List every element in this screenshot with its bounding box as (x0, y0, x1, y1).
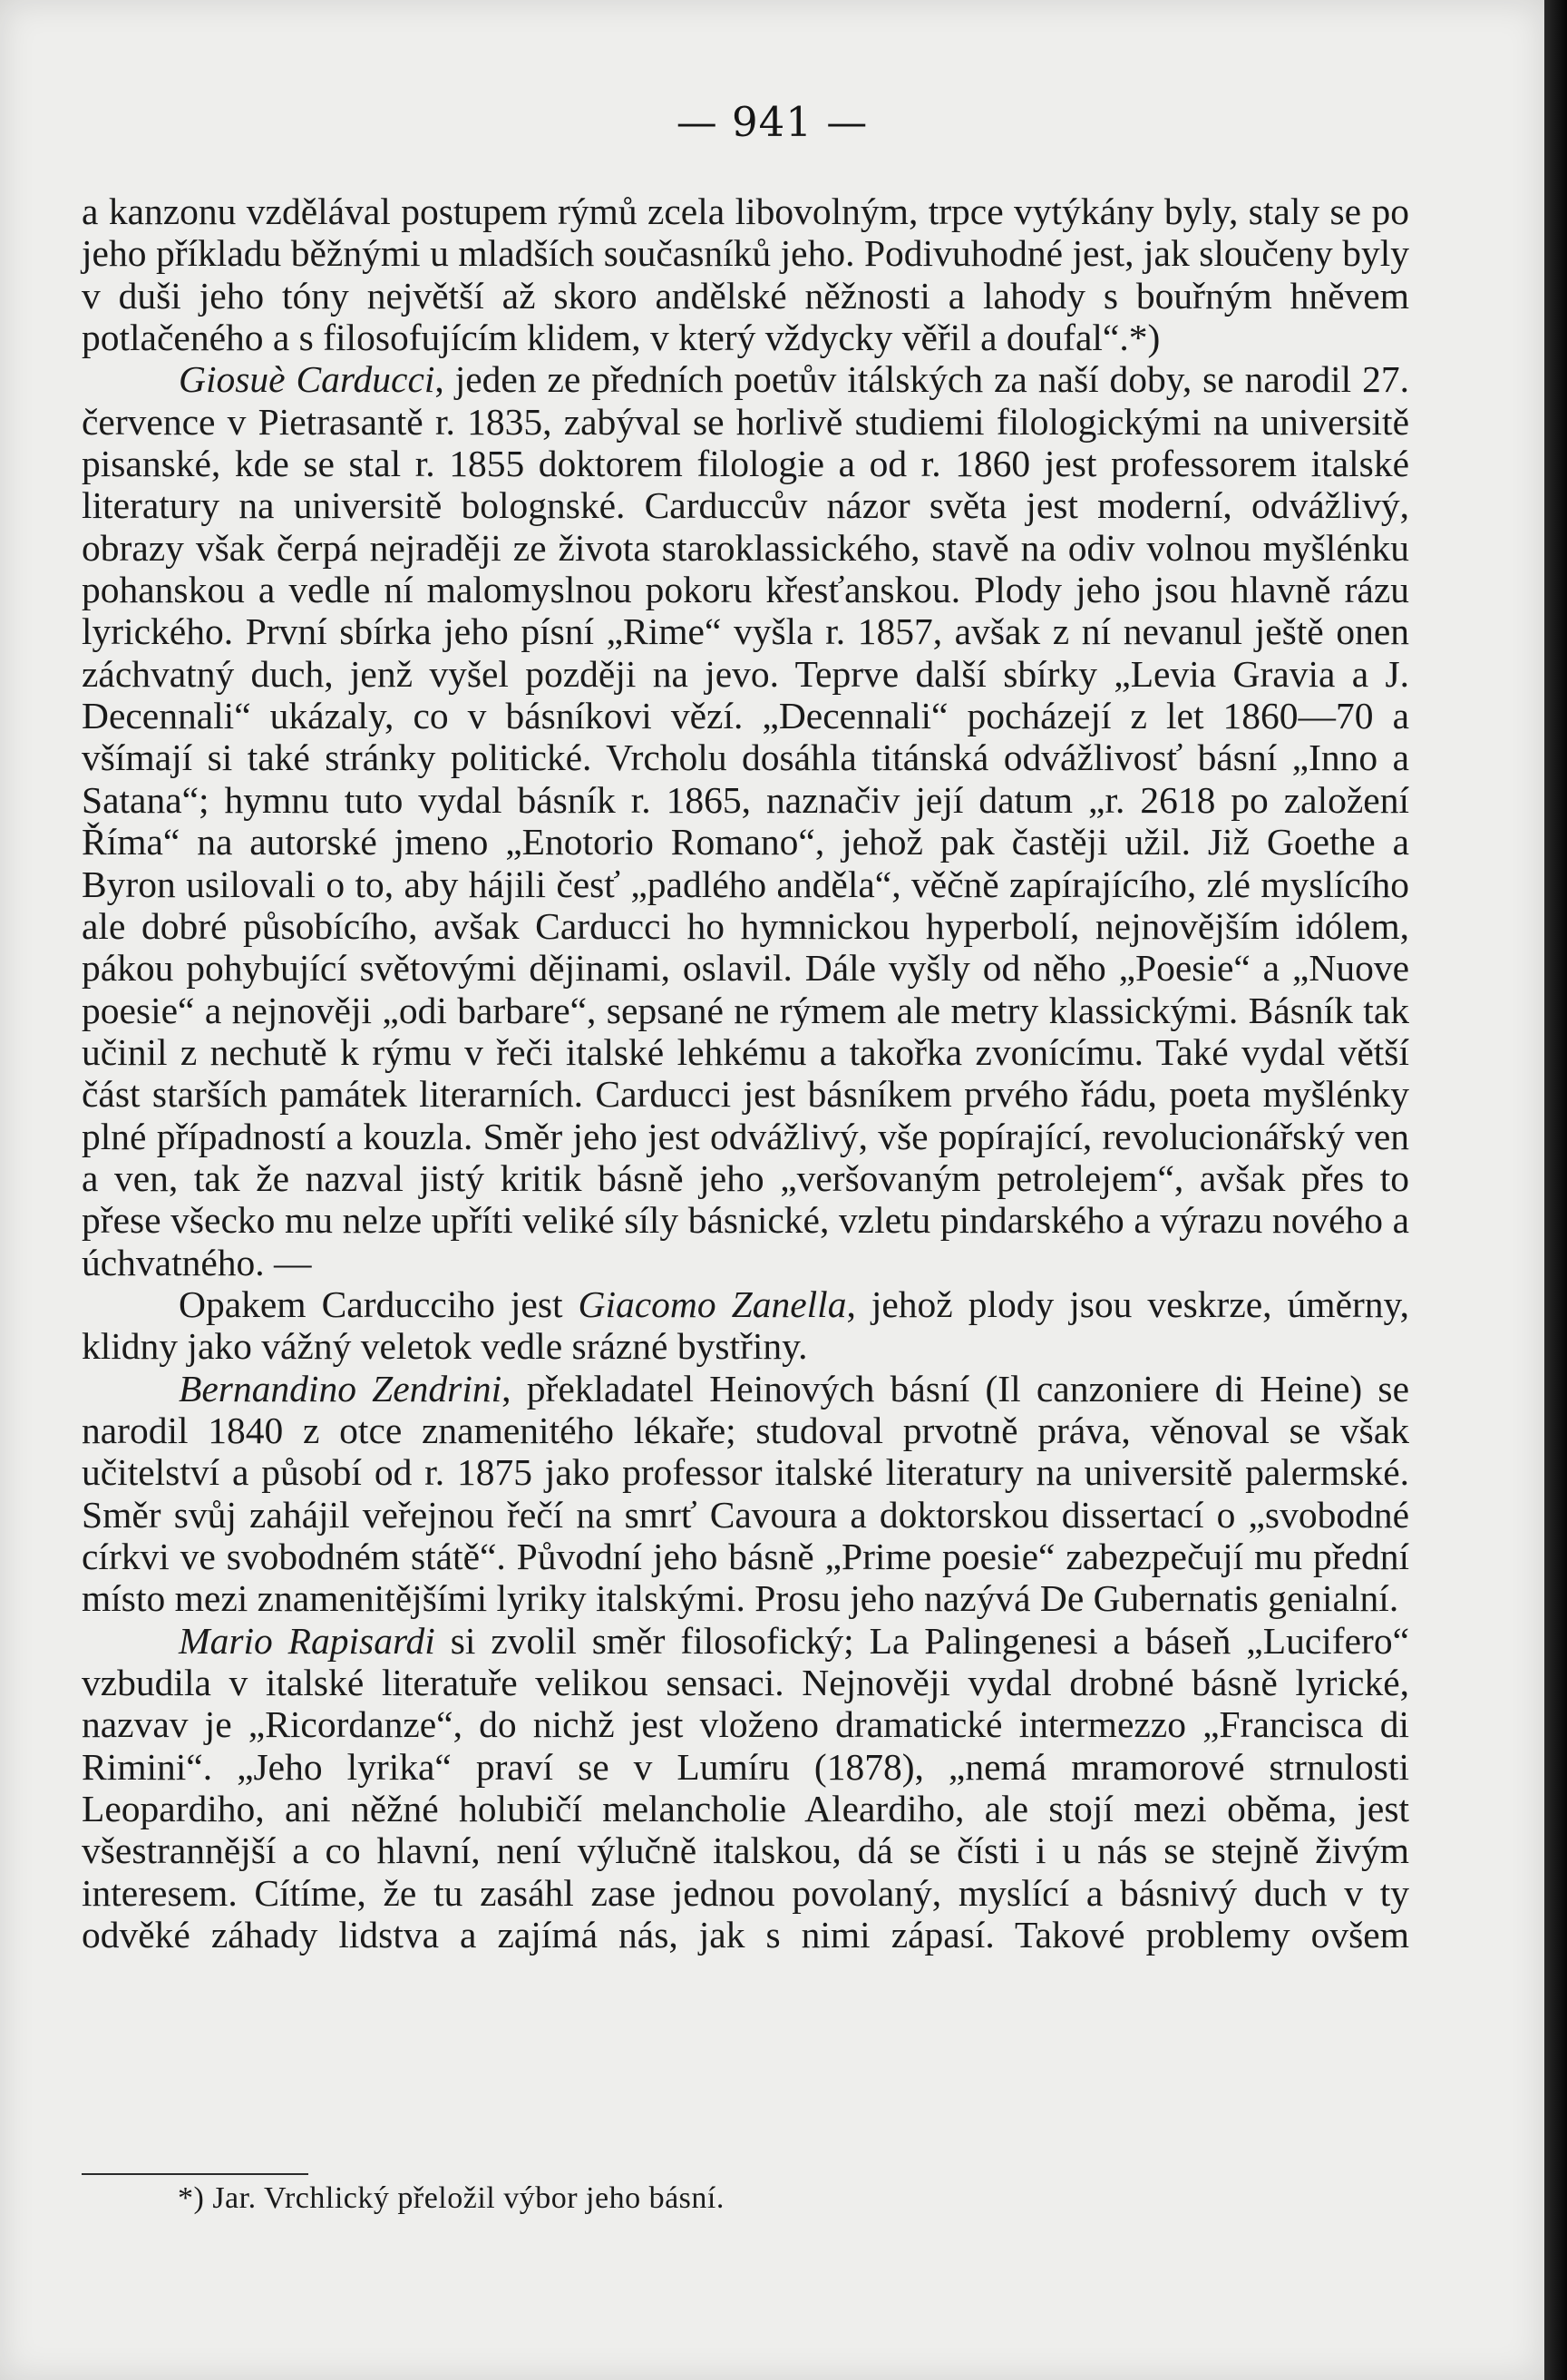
paragraph-1 (82, 190, 1409, 358)
paragraph-zendrini (82, 1368, 1409, 1620)
page-number: — 941 — (676, 98, 869, 146)
paragraph-1-text: a kanzonu vzdělával postupem rýmů zcela libovolným, trpce vytýkány byly, staly se po jeho příkladu běžnými u mladších současníků jeho. Podivuhodné jest, jak sloučeny byly v duši jeho tóny největší až skoro andělské něžnosti a lahody s bouřným hněvem potlačeného a s filosofujícím klidem, v který vždycky věřil a doufal“.*) (82, 190, 1409, 359)
body-text (82, 190, 1409, 1956)
author-name-rapisardi: Mario Rapisardi (179, 1619, 435, 1662)
author-name-carducci: Giosuè Carducci (179, 358, 435, 401)
footnote-rule (82, 2173, 308, 2175)
author-name-zanella: Giacomo Zanella (578, 1283, 847, 1325)
paragraph-carducci-text: , jeden ze předních poetův itálských za naší doby, se narodil 27. července v Pietrasantě r. 1835, zabýval se horlivě studiemi filologickými na universitě pisanské, kde se stal r. 1855 doktorem filologie a od r. 1860 jest professorem italské literatury na universitě bolognské. Carduccův názor světa jest moderní, odvážlivý, obrazy však čerpá nejraději ze života staroklassického, stavě na odiv volnou myšlénku pohanskou a vedle ní malomyslnou pokoru křesťanskou. Plody jeho jsou hlavně rázu lyrického. První sbírka jeho písní „Rime“ vyšla r. 1857, avšak z ní nevanul ještě onen záchvatný duch, jenž vyšel později na jevo. Teprve další sbírky „Levia Gravia a J. Decennali“ ukázaly, co v básníkovi vězí. „Decennali“ pocházejí z let 1860—70 a všímají si také stránky politické. Vrcholu dosáhla titánská odvážlivosť básní „Inno a Satana“; hymnu tuto vydal básník r. 1865, naznačiv její datum „r. 2618 po založení Říma“ na autorské jmeno „Enotorio Romano“, jehož pak častěji užil. Již Goethe a Byron usilovali o to, aby hájili česť „padlého anděla“, věčně zapírajícího, zlé myslícího ale dobré působícího, avšak Carducci ho hymnickou hyperbolí, nejnovějším idólem, pákou pohybující světovými dějinami, oslavil. Dále vyšly od něho „Poesie“ a „Nuove poesie“ a nejnověji „odi barbare“, sepsané ne rýmem ale metry klassickými. Básník tak učinil z nechutě k rýmu v řeči italské lehkému a takořka zvonícímu. Také vydal větší část starších památek literarních. Carducci jest básníkem prvého řádu, poeta myšlénky plné případností a kouzla. Směr jeho jest odvážlivý, vše popírající, revolucionářský ven a ven, tak že nazval jistý kritik básně jeho „veršovaným petrolejem“, avšak přes to přese všecko mu nelze upříti veliké síly básnické, vzletu pindarského a výrazu nového a úchvatného. — (82, 358, 1409, 1283)
paragraph-carducci (82, 358, 1409, 1283)
scan-edge (1544, 0, 1567, 2380)
paragraph-rapisardi (82, 1620, 1409, 1956)
paragraph-zanella (82, 1283, 1409, 1368)
paragraph-rapisardi-text: si zvolil směr filosofický; La Palingenesi a báseň „Lucifero“ vzbudila v italské literatuře velikou sensaci. Nejnověji vydal drobné básně lyrické, nazvav je „Ricordanze“, do nichž jest vloženo dramatické intermezzo „Francisca di Rimini“. „Jeho lyrika“ praví se v Lumíru (1878), „nemá mramorové strnulosti Leopardiho, ani něžné holubičí melancholie Aleardiho, ale stojí mezi oběma, jest všestrannější a co hlavní, není výlučně italskou, dá se čísti i u nás se stejně živým interesem. Cítíme, že tu zasáhl zase jednou povolaný, myslící a básnivý duch v ty odvěké záhady lidstva a zajímá nás, jak s nimi zápasí. Takové problemy ovšem (82, 1619, 1409, 1956)
footnote: *) Jar. Vrchlický přeložil výbor jeho básní. (178, 2181, 725, 2215)
paragraph-zanella-lead: Opakem Carducciho jest (179, 1283, 579, 1325)
author-name-zendrini: Bernandino Zendrini (179, 1367, 502, 1409)
paragraph-zanella-text: , jehož plody jsou veskrze, úměrny, klidny jako vážný veletok vedle srázné bystřiny. (82, 1283, 1409, 1368)
paragraph-zendrini-text: , překladatel Heinových básní (Il canzoniere di Heine) se narodil 1840 z otce znamenitého lékaře; studoval prvotně práva, věnoval se však učitelství a působí od r. 1875 jako professor italské literatury na universitě palermské. Směr svůj zahájil veřejnou řečí na smrť Cavoura a doktorskou dissertací o „svobodné církvi ve svobodném státě“. Původní jeho básně „Prime poesie“ zabezpečují mu přední místo mezi znamenitějšími lyriky italskými. Prosu jeho nazývá De Gubernatis genialní. (82, 1367, 1409, 1620)
